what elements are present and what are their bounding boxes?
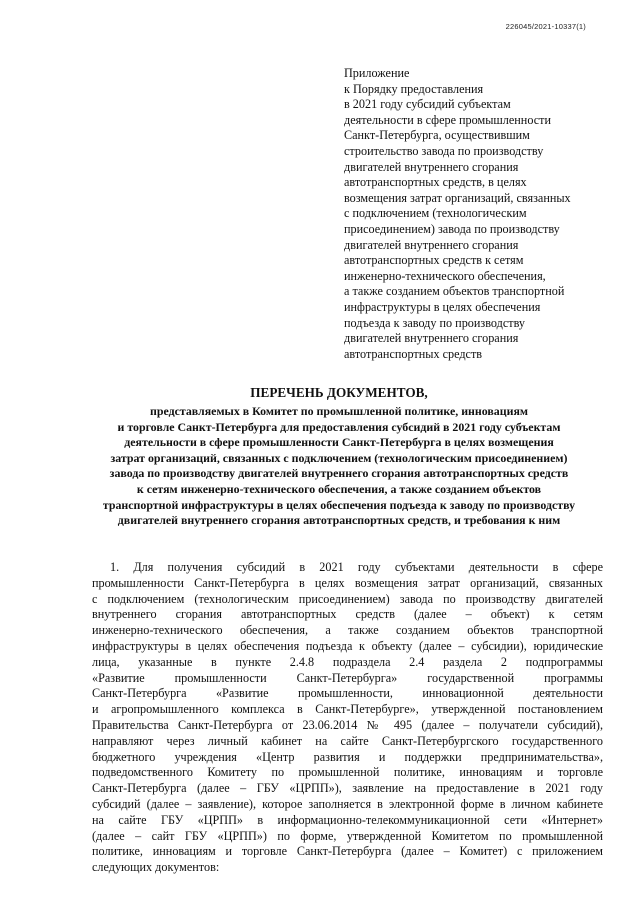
paragraph-line: и агропромышленного комплекса в Санкт-Петербурге», утвержденной постановлением — [92, 702, 603, 717]
document-title-block — [78, 384, 600, 529]
paragraph-line: лица, указанные в пункте 2.4.8 подраздела 2.4 раздела 2 подпрограммы — [92, 654, 603, 669]
paragraph-line: подведомственного Комитету по промышленной политике, инновациям и торговле — [92, 765, 603, 780]
paragraph-1 — [92, 560, 603, 876]
paragraph-line: следующих документов: — [92, 860, 220, 875]
subtitle-line: к сетям инженерно-технического обеспечения, а также созданием объектов — [136, 481, 542, 496]
paragraph-line: (далее – сайт ГБУ «ЦРПП») по форме, утвержденной Комитетом по промышленной — [92, 828, 603, 843]
appendix-line: присоединением) завода по производству — [344, 221, 560, 236]
appendix-line: двигателей внутреннего сгорания — [344, 159, 519, 174]
document-title: ПЕРЕЧЕНЬ ДОКУМЕНТОВ, — [250, 385, 428, 400]
paragraph-line: с подключением (технологическим присоединением) завода по производству двигателей — [92, 591, 603, 606]
appendix-line: инфраструктуры в целях обеспечения — [344, 299, 541, 314]
subtitle-line: представляемых в Комитет по промышленной политике, инновациям — [149, 404, 528, 418]
subtitle-line: и торговле Санкт-Петербурга для предоставления субсидий в 2021 году субъектам — [117, 419, 561, 434]
appendix-line: автотранспортных средств, в целях — [344, 175, 527, 190]
appendix-line: возмещения затрат организаций, связанных — [344, 190, 571, 205]
paragraph-line: 1. Для получения субсидий в 2021 году субъектами деятельности в сфере — [110, 560, 603, 574]
paragraph-line: бюджетного учреждения «Центр развития и поддержки предпринимательства», — [92, 749, 603, 764]
subtitle-line: деятельности в сфере промышленности Санкт-Петербурга в целях возмещения — [124, 435, 554, 450]
appendix-line: Приложение — [344, 66, 410, 80]
paragraph-line: направляют через личный кабинет на сайте Санкт-Петербургского государственного — [92, 733, 603, 748]
subtitle-line: завода по производству двигателей внутреннего сгорания автотранспортных средств — [109, 466, 569, 481]
appendix-line: деятельности в сфере промышленности — [344, 112, 551, 127]
subtitle-line: двигателей внутреннего сгорания автотранспортных средств, и требования к ним — [117, 513, 561, 528]
appendix-line: двигателей внутреннего сгорания — [344, 331, 519, 346]
appendix-line: в 2021 году субсидий субъектам — [344, 97, 511, 112]
appendix-block — [344, 66, 614, 362]
paragraph-line: Правительства Санкт-Петербурга от 23.06.2014 № 495 (далее – получатели субсидий), — [92, 717, 603, 732]
paragraph-line: Санкт-Петербурга (далее – ГБУ «ЦРПП»), заявление на предоставление в 2021 году — [92, 781, 603, 796]
paragraph-line: промышленности Санкт-Петербурга в целях возмещения затрат организаций, связанных — [92, 575, 603, 590]
paragraph-line: политике, инновациям и торговле Санкт-Петербурга (далее – Комитет) с приложением — [92, 844, 603, 859]
appendix-line: инженерно-технического обеспечения, — [344, 268, 546, 283]
paragraph-line: субсидий (далее – заявление), которое заполняется в электронной форме в личном кабинете — [92, 796, 603, 811]
appendix-line: а также созданием объектов транспортной — [344, 284, 565, 299]
appendix-line: с подключением (технологическим — [344, 206, 527, 221]
document-id: 226045/2021-10337(1) — [505, 22, 586, 31]
appendix-line: подъезда к заводу по производству — [344, 315, 526, 330]
appendix-line: автотранспортных средств — [344, 346, 483, 361]
appendix-line: Санкт-Петербурга, осуществившим — [344, 128, 530, 143]
appendix-line: строительство завода по производству — [344, 143, 544, 158]
paragraph-line: инфраструктуры в целях обеспечения подъезда к объекту (далее – субсидии), юридические — [92, 638, 603, 653]
paragraph-line: «Развитие промышленности Санкт-Петербурга» государственной программы — [92, 670, 603, 685]
paragraph-line: внутреннего сгорания автотранспортных средств (далее – объект) к сетям — [92, 607, 603, 622]
appendix-line: автотранспортных средств к сетям — [344, 253, 524, 268]
subtitle-line: затрат организаций, связанных с подключением (технологическим присоединением) — [110, 450, 568, 465]
subtitle-line: транспортной инфраструктуры в целях обеспечения подъезда к заводу по производству — [102, 497, 576, 512]
paragraph-line: Санкт-Петербурга «Развитие промышленности, инновационной деятельности — [92, 686, 603, 701]
appendix-line: двигателей внутреннего сгорания — [344, 237, 519, 252]
appendix-line: к Порядку предоставления — [344, 81, 484, 96]
paragraph-line: на сайте ГБУ «ЦРПП» в информационно-телекоммуникационной сети «Интернет» — [92, 812, 603, 827]
paragraph-line: инженерно-технического обеспечения, а также созданием объектов транспортной — [92, 623, 603, 638]
